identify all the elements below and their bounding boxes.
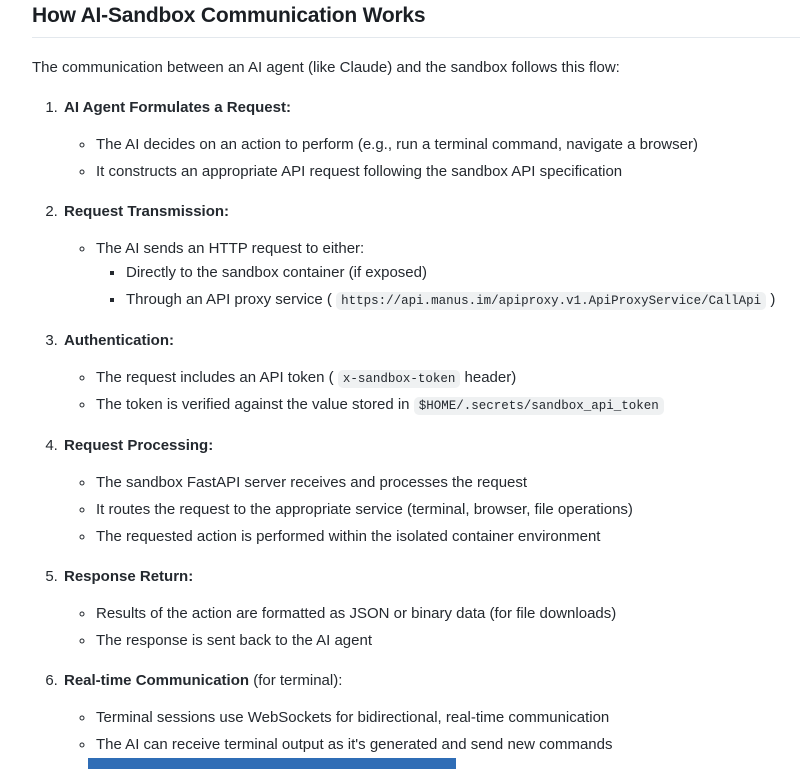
step-heading-bold-text: Real-time Communication (64, 671, 250, 689)
step-bullets (64, 368, 800, 415)
step-bullets (64, 604, 800, 650)
step-heading (64, 201, 800, 222)
step-heading (64, 330, 800, 351)
bullet-text: The token is verified against the value stored in (96, 396, 414, 414)
bullet-item (95, 162, 800, 181)
bullet-text: Through an API proxy service ( (126, 291, 337, 308)
inline-code: $HOME/.secrets/sandbox_api_token (414, 397, 664, 415)
bullet-item (95, 473, 800, 492)
bullet-item (95, 239, 800, 258)
bullet-item (95, 735, 800, 754)
bullet-text: The requested action is performed within the isolated container environment (96, 527, 601, 545)
step-heading-bold-text: Request Transmission: (64, 203, 230, 220)
step-heading (64, 435, 800, 456)
step-bullets (64, 708, 800, 754)
bullet-text: The AI sends an HTTP request to either: (96, 240, 365, 257)
bullet-text: Results of the action are formatted as JSON or binary data (for file downloads) (96, 604, 617, 622)
intro-paragraph: The communication between an AI agent (like Claude) and the sandbox follows this flow: (32, 59, 620, 76)
step-item (62, 670, 800, 754)
inline-code: https://api.manus.im/apiproxy.v1.ApiProxyService/CallApi (336, 292, 766, 310)
bullet-text: Terminal sessions use WebSockets for bidirectional, real-time communication (96, 708, 610, 726)
step-item (62, 566, 800, 650)
step-bullets (64, 239, 800, 310)
step-heading-bold-text: Response Return: (64, 567, 194, 585)
inline-code: x-sandbox-token (338, 370, 461, 388)
bullet-text: Directly to the sandbox container (if exposed) (126, 264, 427, 281)
bullet-text: The AI can receive terminal output as it's generated and send new commands (96, 735, 613, 753)
step-item (62, 97, 800, 181)
bullet-text: header) (460, 368, 517, 386)
bullet-item (95, 500, 800, 519)
step-heading-bold-text: AI Agent Formulates a Request: (64, 99, 291, 116)
step-heading-normal-text: (for terminal): (249, 671, 343, 689)
bullet-text: The sandbox FastAPI server receives and processes the request (96, 473, 528, 491)
bullet-item (95, 395, 800, 415)
bullet-item (125, 290, 800, 310)
bullet-item (125, 263, 800, 282)
bullet-item (95, 708, 800, 727)
step-heading-bold-text: Authentication: (64, 331, 174, 349)
bullet-text: The response is sent back to the AI agent (96, 631, 373, 649)
step-heading (64, 670, 800, 691)
page-title: How AI-Sandbox Communication Works (32, 4, 800, 38)
steps-list (32, 97, 800, 754)
step-item (62, 201, 800, 310)
bullet-text: It routes the request to the appropriate service (terminal, browser, file operations) (96, 500, 633, 518)
step-heading (64, 97, 800, 118)
bullet-text: The AI decides on an action to perform (e.g., run a terminal command, navigate a browser) (96, 136, 698, 153)
bullet-item (95, 631, 800, 650)
step-item (62, 330, 800, 415)
step-heading-bold-text: Request Processing: (64, 436, 214, 454)
bullet-text: It constructs an appropriate API request following the sandbox API specification (96, 163, 623, 180)
step-bullets (64, 473, 800, 546)
step-item (62, 435, 800, 546)
bullet-item (95, 527, 800, 546)
partial-diagram-block (88, 758, 456, 769)
step-heading (64, 566, 800, 587)
bullet-text: ) (766, 291, 776, 308)
step-bullets (64, 135, 800, 181)
bullet-item (95, 604, 800, 623)
bullet-item (95, 135, 800, 154)
bullet-text: The request includes an API token ( (96, 368, 338, 386)
bullet-item (95, 368, 800, 388)
